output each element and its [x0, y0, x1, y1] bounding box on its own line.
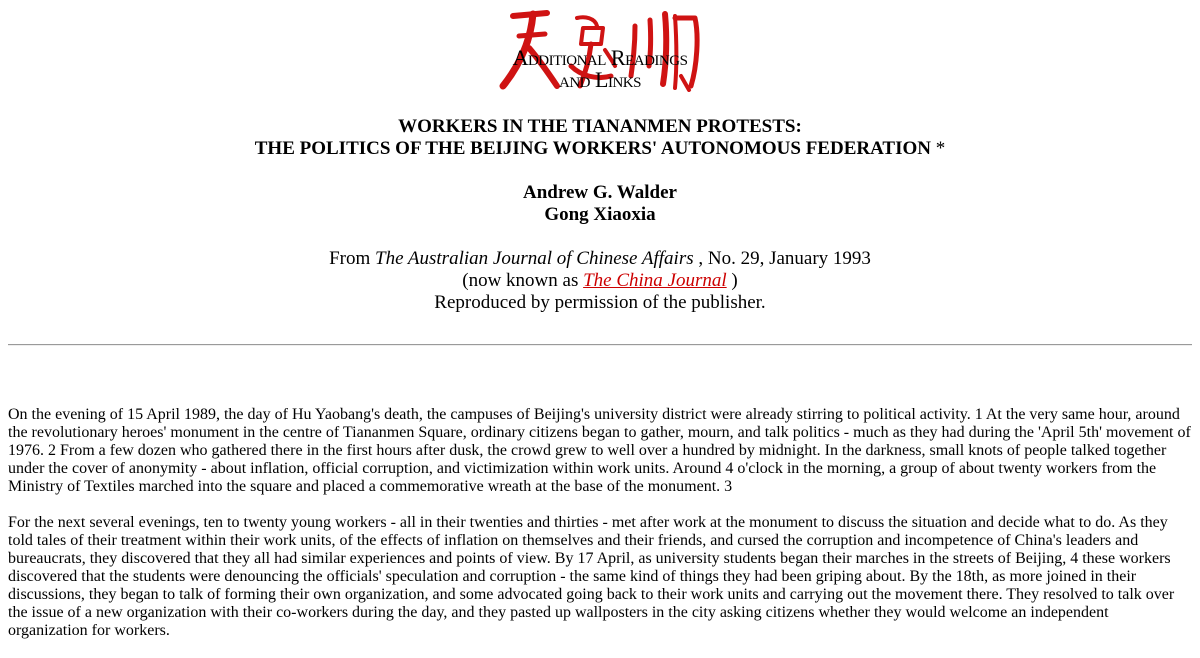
author-2: Gong Xiaoxia	[544, 204, 656, 225]
paragraph-1: On the evening of 15 April 1989, the day of Hu Yaobang's death, the campuses of Beijing's university district were already stirring to political activity. 1 At the very same hour, around the revolutionary heroes' monument in the centre of Tiananmen Square, ordinary citizens began to gather, mourn, and talk politics - much as they had during the 'April 5th' movement of 1976. 2 From a few dozen who gathered there in the first hours after dusk, the crowd grew to well over a hundred by midnight. In the darkness, small knots of people talked together under the cover of anonymity - about inflation, official corruption, and victimization within work units. Around 4 o'clock in the morning, a group of about twenty workers from the Ministry of Textiles marched into the square and placed a commemorative wreath at the base of the monument. 3	[8, 406, 1191, 495]
article-title	[8, 116, 1192, 160]
journal-name: The Australian Journal of Chinese Affairs	[375, 248, 694, 269]
paragraph-2: For the next several evenings, ten to twenty young workers - all in their twenties and thirties - met after work at the monument to discuss the situation and decide what to do. As they told tales of their treatment within their work units, of the effects of inflation on themselves and their friends, and cursed the corruption and incompetence of China's leaders and bureaucrats, they discovered that they all had similar experiences and points of view. By 17 April, as university students began their marches in the streets of Beijing, 4 these workers discovered that the students were denouncing the officials' speculation and corruption - the same kind of things they had been griping about. By the 18th, as more joined in their discussions, they began to talk of forming their own organization, and some advocated going back to their work units and carrying out the movement there. They resolved to talk over the issue of a new organization with their co-workers during the day, and they pasted up wallposters in the city asking citizens whether they would welcome an independent organization for workers.	[8, 514, 1175, 639]
now-known-suffix: )	[731, 270, 738, 291]
source-citation	[8, 248, 1192, 314]
page	[8, 0, 1192, 658]
china-journal-link[interactable]: The China Journal	[583, 270, 727, 291]
footnote-marker[interactable]: *	[935, 138, 946, 159]
header-logo[interactable]	[485, 6, 715, 96]
horizontal-divider	[8, 344, 1192, 346]
title-line-1: WORKERS IN THE TIANANMEN PROTESTS:	[398, 116, 802, 137]
now-known-prefix: (now known as	[462, 270, 579, 291]
now-known-line	[8, 270, 1192, 292]
logo-title-line1: Additional Readings	[512, 45, 688, 70]
article-body	[8, 406, 1192, 640]
from-label: From	[329, 248, 371, 269]
author-1: Andrew G. Walder	[523, 182, 677, 203]
permission-line: Reproduced by permission of the publisher.	[434, 292, 766, 313]
authors	[8, 182, 1192, 226]
source-line	[8, 248, 1192, 270]
journal-issue: , No. 29, January 1993	[698, 248, 871, 269]
title-line-2-text: THE POLITICS OF THE BEIJING WORKERS' AUTONOMOUS FEDERATION	[254, 138, 931, 159]
logo-title-line2: and Links	[559, 67, 641, 92]
title-line-2	[8, 138, 1192, 160]
